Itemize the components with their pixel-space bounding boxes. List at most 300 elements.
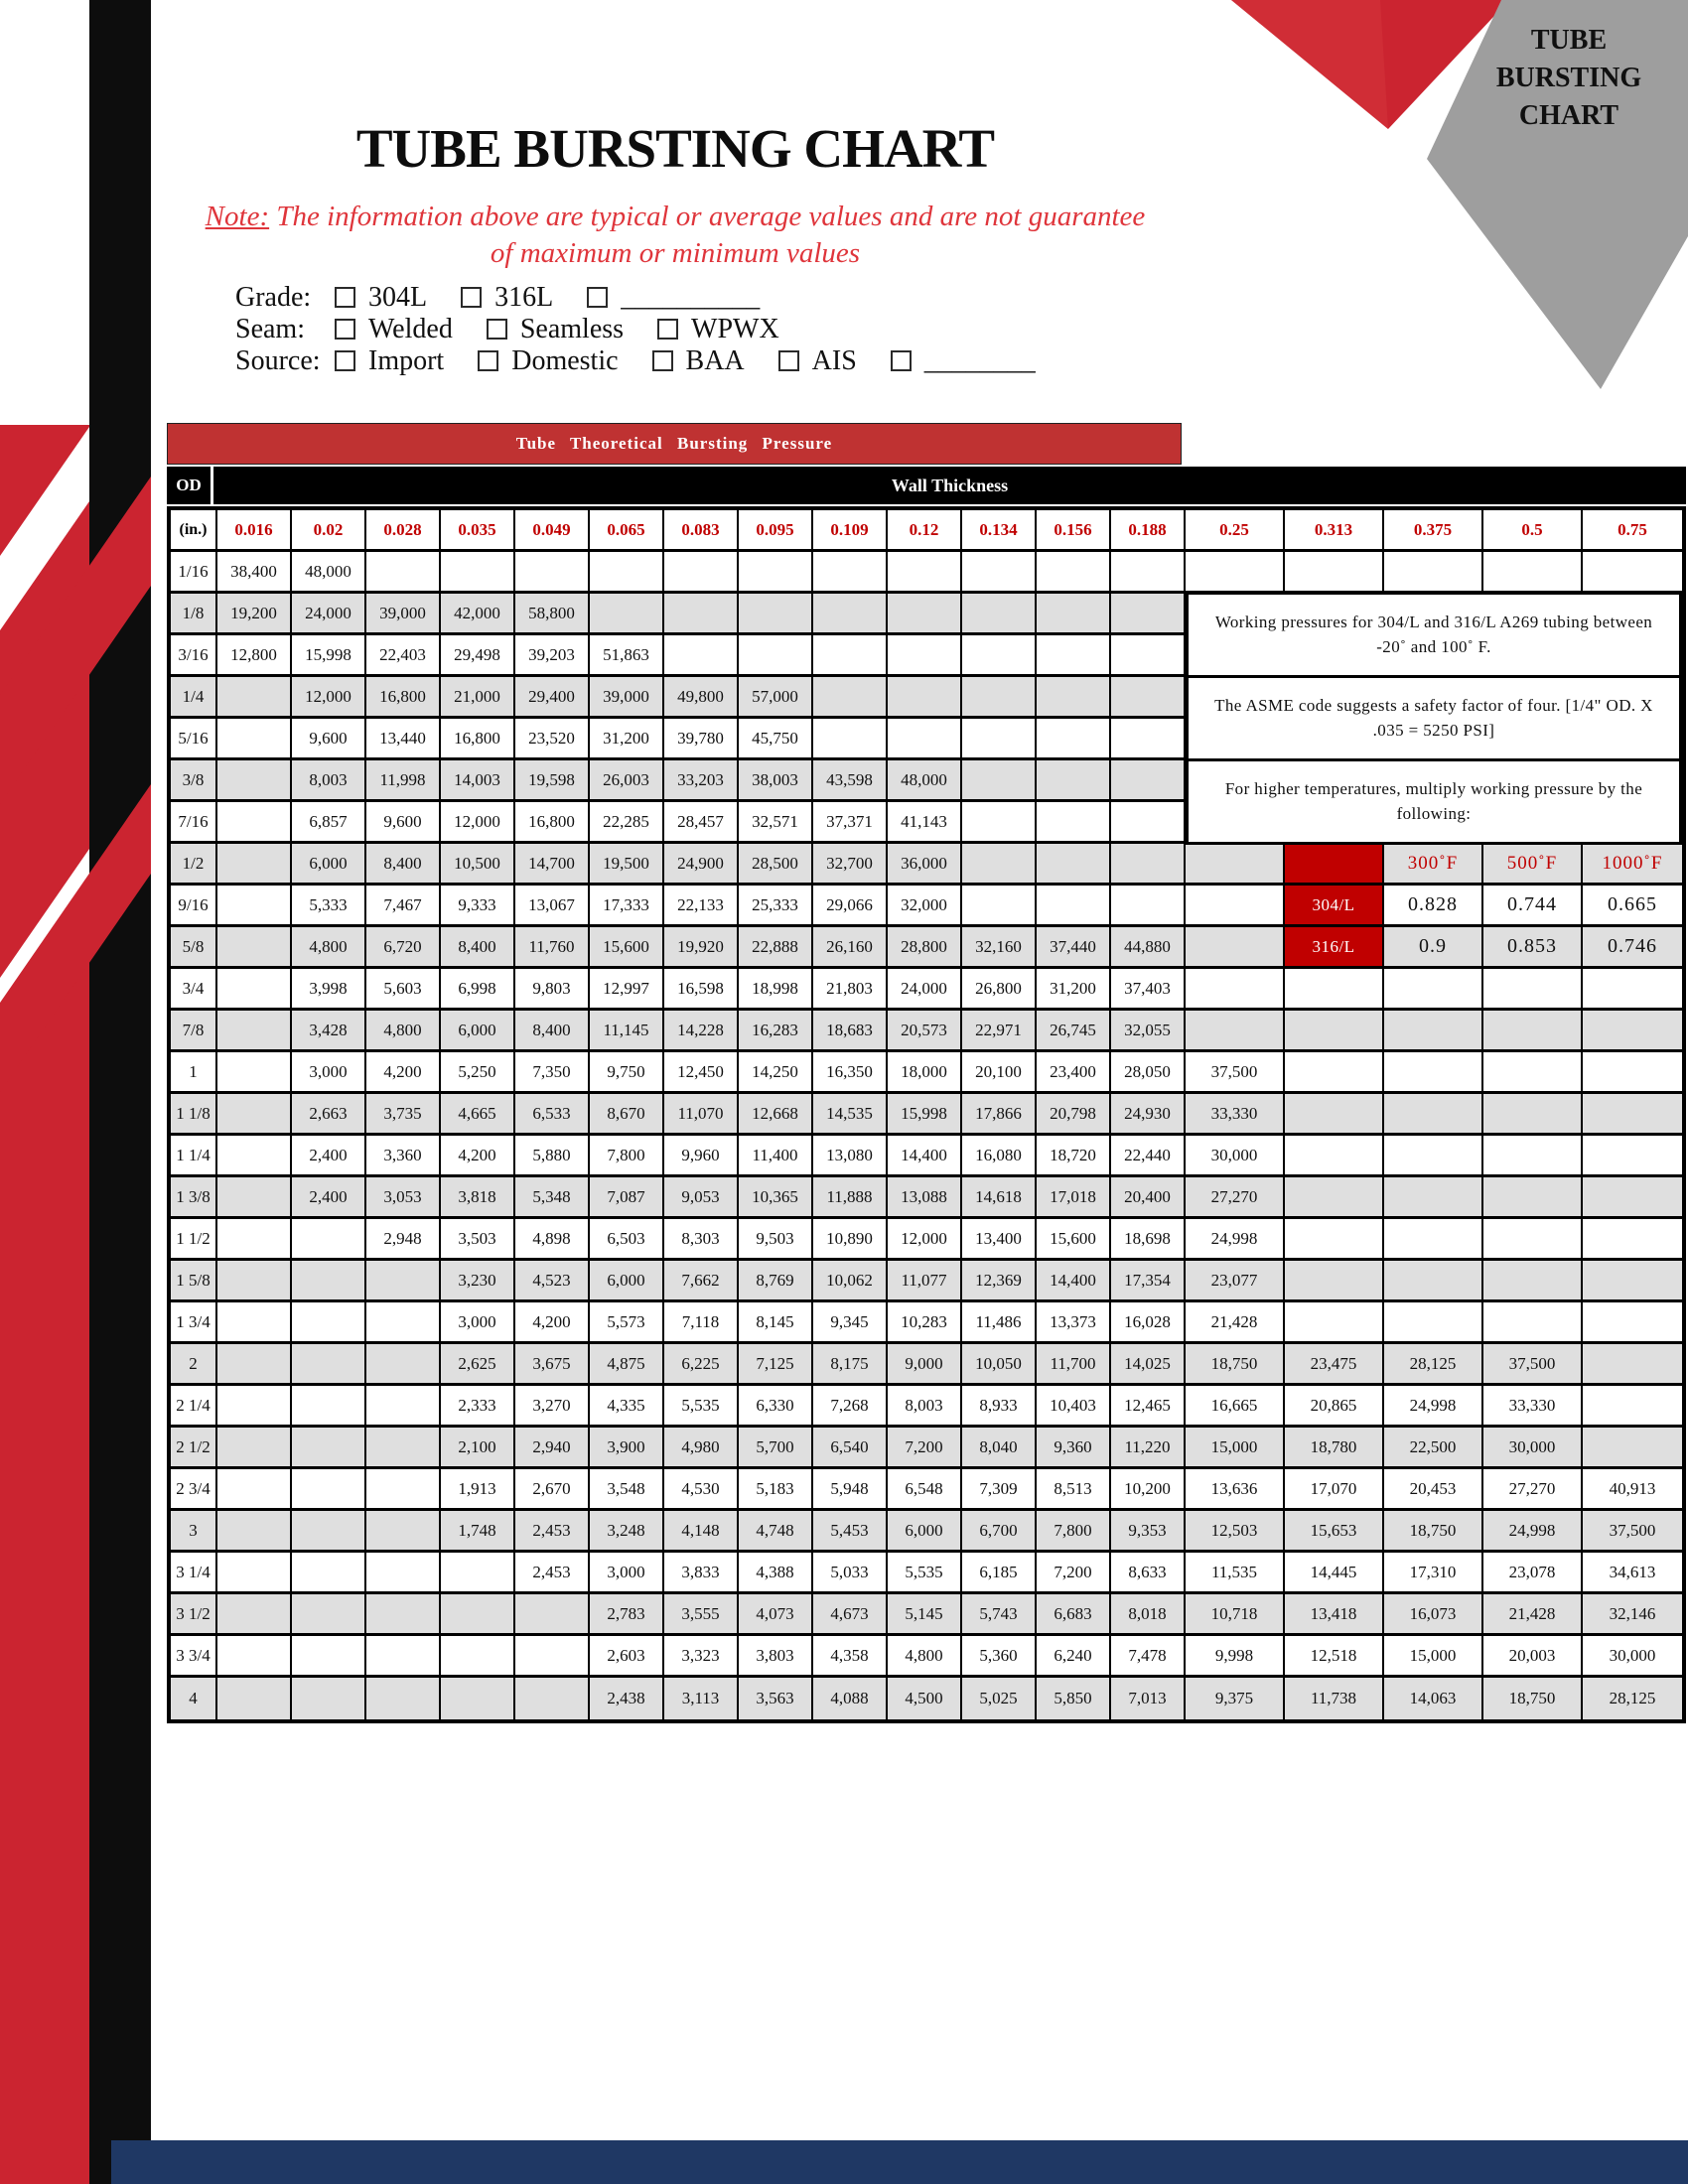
value-cell: 37,500 [1186,1052,1285,1094]
value-cell: 20,798 [1037,1094,1111,1136]
value-cell [1583,552,1682,594]
note-working-pressures: Working pressures for 304/L and 316/L A269 tubing between -20˚ and 100˚ F. [1186,592,1682,678]
value-cell: 6,330 [739,1386,813,1428]
wall-thickness-header: Wall Thickness [891,475,1009,495]
checkbox[interactable] [778,350,799,371]
value-cell: 10,062 [813,1261,888,1302]
value-cell: 3,818 [441,1177,515,1219]
value-cell [292,1261,366,1302]
thickness-header-cell: 0.156 [1037,510,1111,552]
value-cell: 37,500 [1583,1511,1682,1553]
value-cell: 16,800 [515,802,590,844]
temp-header-cell: 300˚F [1384,844,1483,886]
value-cell [366,1594,441,1636]
value-cell: 5,535 [888,1553,962,1594]
value-cell: 28,457 [664,802,739,844]
value-cell: 10,200 [1111,1469,1186,1511]
value-cell [888,677,962,719]
od-cell: 1 [171,1052,217,1094]
temp-value-cell: 0.828 [1384,886,1483,927]
value-cell [292,1594,366,1636]
value-cell: 6,240 [1037,1636,1111,1678]
value-cell: 18,998 [739,969,813,1011]
value-cell [1111,802,1186,844]
value-cell: 16,080 [962,1136,1037,1177]
form-option-label: ________ [923,344,1036,376]
value-cell [1384,552,1483,594]
value-cell: 32,055 [1111,1011,1186,1052]
value-cell: 9,503 [739,1219,813,1261]
form-option-label: AIS [811,344,857,376]
value-cell [1285,552,1384,594]
value-cell: 16,800 [441,719,515,760]
value-cell: 7,478 [1111,1636,1186,1678]
value-cell [1285,1261,1384,1302]
value-cell: 6,998 [441,969,515,1011]
value-cell [441,1553,515,1594]
form-option-label: __________ [621,281,761,313]
value-cell: 8,933 [962,1386,1037,1428]
value-cell [1111,760,1186,802]
value-cell: 2,940 [515,1428,590,1469]
value-cell: 12,997 [590,969,664,1011]
value-cell: 16,350 [813,1052,888,1094]
value-cell [1483,969,1583,1011]
value-cell [1483,1261,1583,1302]
od-cell: 1 5/8 [171,1261,217,1302]
value-cell [739,635,813,677]
note-higher-temperatures: For higher temperatures, multiply working pressure by the following: [1186,758,1682,845]
value-cell: 3,998 [292,969,366,1011]
value-cell: 4,335 [590,1386,664,1428]
value-cell: 6,533 [515,1094,590,1136]
value-cell: 21,803 [813,969,888,1011]
value-cell: 16,800 [366,677,441,719]
value-cell: 4,200 [441,1136,515,1177]
value-cell [1483,1302,1583,1344]
value-cell [962,594,1037,635]
value-cell: 2,453 [515,1511,590,1553]
value-cell [441,1594,515,1636]
value-cell [1111,719,1186,760]
value-cell [217,760,292,802]
value-cell: 4,200 [515,1302,590,1344]
temp-value-cell: 0.744 [1483,886,1583,927]
value-cell: 6,000 [590,1261,664,1302]
value-cell: 2,400 [292,1136,366,1177]
thickness-header-cell: 0.134 [962,510,1037,552]
value-cell [813,635,888,677]
value-cell: 23,475 [1285,1344,1384,1386]
value-cell: 20,865 [1285,1386,1384,1428]
value-cell: 32,571 [739,802,813,844]
thickness-header-cell: 0.02 [292,510,366,552]
value-cell: 12,503 [1186,1511,1285,1553]
value-cell [1483,1136,1583,1177]
value-cell [217,886,292,927]
value-cell: 4,898 [515,1219,590,1261]
value-cell: 13,080 [813,1136,888,1177]
value-cell [217,1511,292,1553]
value-cell: 12,369 [962,1261,1037,1302]
value-cell: 17,310 [1384,1553,1483,1594]
value-cell: 48,000 [888,760,962,802]
value-cell [962,802,1037,844]
value-cell [217,1594,292,1636]
value-cell: 15,000 [1186,1428,1285,1469]
value-cell [217,1344,292,1386]
value-cell [441,1678,515,1719]
value-cell [962,719,1037,760]
value-cell: 18,750 [1384,1511,1483,1553]
checkbox[interactable] [335,350,355,371]
value-cell: 4,673 [813,1594,888,1636]
value-cell: 18,750 [1186,1344,1285,1386]
od-cell: 9/16 [171,886,217,927]
value-cell: 10,365 [739,1177,813,1219]
od-cell: 2 3/4 [171,1469,217,1511]
value-cell: 3,000 [441,1302,515,1344]
value-cell: 39,000 [590,677,664,719]
temp-value-cell: 0.665 [1583,886,1682,927]
value-cell: 38,003 [739,760,813,802]
form-row [235,282,1069,313]
value-cell: 10,890 [813,1219,888,1261]
value-cell: 11,070 [664,1094,739,1136]
value-cell: 5,573 [590,1302,664,1344]
value-cell: 7,013 [1111,1678,1186,1719]
value-cell: 2,670 [515,1469,590,1511]
value-cell [1285,1094,1384,1136]
value-cell: 24,998 [1186,1219,1285,1261]
value-cell: 4,358 [813,1636,888,1678]
value-cell [1037,635,1111,677]
value-cell [1384,1219,1483,1261]
value-cell: 2,603 [590,1636,664,1678]
value-cell: 2,453 [515,1553,590,1594]
value-cell [1384,1052,1483,1094]
value-cell: 9,375 [1186,1678,1285,1719]
value-cell [217,969,292,1011]
value-cell [217,1553,292,1594]
value-cell [664,552,739,594]
value-cell: 18,000 [888,1052,962,1094]
checkbox[interactable] [335,319,355,340]
value-cell: 9,360 [1037,1428,1111,1469]
value-cell [1384,1177,1483,1219]
value-cell: 8,670 [590,1094,664,1136]
value-cell: 58,800 [515,594,590,635]
value-cell [1483,1011,1583,1052]
value-cell: 3,548 [590,1469,664,1511]
value-cell [1384,1261,1483,1302]
value-cell [962,886,1037,927]
od-cell: 1 1/2 [171,1219,217,1261]
value-cell [1285,1136,1384,1177]
value-cell: 17,866 [962,1094,1037,1136]
value-cell: 12,000 [292,677,366,719]
value-cell: 8,003 [292,760,366,802]
value-cell: 7,309 [962,1469,1037,1511]
value-cell: 11,145 [590,1011,664,1052]
temp-grade-cell: 304/L [1285,886,1384,927]
value-cell [217,1219,292,1261]
value-cell [590,552,664,594]
value-cell: 11,700 [1037,1344,1111,1386]
od-cell: 1/8 [171,594,217,635]
value-cell: 26,160 [813,927,888,969]
value-cell: 49,800 [664,677,739,719]
checkbox[interactable] [652,350,673,371]
value-cell [1583,1052,1682,1094]
value-cell: 12,668 [739,1094,813,1136]
corner-badge-line: CHART [1518,100,1619,131]
value-cell [1483,1177,1583,1219]
value-cell [1186,844,1285,886]
form-option [587,282,760,314]
value-cell [366,1386,441,1428]
value-cell: 11,077 [888,1261,962,1302]
value-cell: 8,513 [1037,1469,1111,1511]
checkbox[interactable] [335,287,355,308]
corner-badge [1445,22,1688,135]
value-cell: 20,453 [1384,1469,1483,1511]
value-cell: 8,400 [441,927,515,969]
od-cell: 1 1/4 [171,1136,217,1177]
value-cell [217,844,292,886]
value-cell: 11,220 [1111,1428,1186,1469]
value-cell: 1,748 [441,1511,515,1553]
value-cell: 4,088 [813,1678,888,1719]
value-cell [515,1594,590,1636]
value-cell [217,1302,292,1344]
thickness-header-cell: 0.016 [217,510,292,552]
value-cell [217,1428,292,1469]
form-option-label: WPWX [691,313,779,344]
value-cell [217,1386,292,1428]
form-option [335,345,444,377]
value-cell [888,719,962,760]
value-cell: 2,333 [441,1386,515,1428]
value-cell: 16,028 [1111,1302,1186,1344]
value-cell: 20,100 [962,1052,1037,1094]
value-cell: 11,998 [366,760,441,802]
left-black-strip [89,0,151,2184]
value-cell: 9,600 [292,719,366,760]
value-cell: 10,283 [888,1302,962,1344]
value-cell: 5,603 [366,969,441,1011]
value-cell [1037,802,1111,844]
value-cell: 3,428 [292,1011,366,1052]
value-cell [1583,1219,1682,1261]
checkbox[interactable] [461,287,482,308]
value-cell [1583,1261,1682,1302]
value-cell: 12,800 [217,635,292,677]
value-cell: 2,438 [590,1678,664,1719]
value-cell [1583,1136,1682,1177]
checkbox[interactable] [657,319,678,340]
value-cell [1111,677,1186,719]
value-cell: 6,857 [292,802,366,844]
thickness-header-cell: 0.049 [515,510,590,552]
value-cell [217,1052,292,1094]
value-cell [366,1344,441,1386]
value-cell: 9,353 [1111,1511,1186,1553]
value-cell: 9,998 [1186,1636,1285,1678]
value-cell: 10,050 [962,1344,1037,1386]
checkbox[interactable] [478,350,498,371]
value-cell [1384,969,1483,1011]
thickness-header-cell: 0.035 [441,510,515,552]
value-cell: 5,948 [813,1469,888,1511]
value-cell: 13,067 [515,886,590,927]
value-cell: 19,920 [664,927,739,969]
value-cell: 24,000 [292,594,366,635]
value-cell: 3,000 [292,1052,366,1094]
value-cell: 42,000 [441,594,515,635]
value-cell [217,1678,292,1719]
value-cell: 4,980 [664,1428,739,1469]
od-cell: 5/8 [171,927,217,969]
value-cell: 5,348 [515,1177,590,1219]
note-label: Note: [205,201,270,232]
value-cell: 14,700 [515,844,590,886]
form-option-label: Domestic [511,344,619,376]
value-cell: 28,050 [1111,1052,1186,1094]
value-cell: 4,073 [739,1594,813,1636]
od-cell: 7/8 [171,1011,217,1052]
od-cell: 4 [171,1678,217,1719]
value-cell [366,1302,441,1344]
value-cell: 13,373 [1037,1302,1111,1344]
value-cell: 39,780 [664,719,739,760]
value-cell: 24,900 [664,844,739,886]
thickness-header-cell: 0.028 [366,510,441,552]
value-cell [1285,1177,1384,1219]
value-cell [366,1678,441,1719]
value-cell: 2,663 [292,1094,366,1136]
od-cell: 3/4 [171,969,217,1011]
value-cell: 8,003 [888,1386,962,1428]
value-cell: 5,535 [664,1386,739,1428]
value-cell [515,1636,590,1678]
value-cell [292,1678,366,1719]
value-cell: 13,088 [888,1177,962,1219]
value-cell: 22,440 [1111,1136,1186,1177]
thickness-header-cell: 0.12 [888,510,962,552]
value-cell: 9,333 [441,886,515,927]
value-cell: 11,486 [962,1302,1037,1344]
temp-header-cell: 1000˚F [1583,844,1682,886]
od-cell: 3 3/4 [171,1636,217,1678]
value-cell: 12,000 [441,802,515,844]
value-cell: 20,400 [1111,1177,1186,1219]
checkbox[interactable] [587,287,608,308]
value-cell: 23,400 [1037,1052,1111,1094]
corner-badge-line: TUBE [1530,25,1608,56]
value-cell [1037,760,1111,802]
form-option [891,345,1036,377]
value-cell: 5,743 [962,1594,1037,1636]
value-cell [1037,594,1111,635]
value-cell: 11,760 [515,927,590,969]
value-cell [1111,552,1186,594]
value-cell [366,552,441,594]
value-cell [1285,1052,1384,1094]
value-cell: 12,465 [1111,1386,1186,1428]
value-cell: 3,230 [441,1261,515,1302]
od-cell: 2 1/2 [171,1428,217,1469]
form-row [235,345,1069,376]
value-cell [1037,552,1111,594]
thickness-header-cell: 0.083 [664,510,739,552]
value-cell [813,552,888,594]
value-cell: 29,066 [813,886,888,927]
value-cell: 32,000 [888,886,962,927]
value-cell: 3,735 [366,1094,441,1136]
value-cell: 7,800 [590,1136,664,1177]
value-cell: 23,078 [1483,1553,1583,1594]
value-cell: 41,143 [888,802,962,844]
value-cell: 9,345 [813,1302,888,1344]
value-cell: 14,535 [813,1094,888,1136]
value-cell [590,594,664,635]
corner-badge-line: BURSTING [1495,63,1642,93]
value-cell: 12,000 [888,1219,962,1261]
checkbox[interactable] [891,350,912,371]
value-cell [1186,969,1285,1011]
value-cell: 25,333 [739,886,813,927]
value-cell: 5,360 [962,1636,1037,1678]
value-cell: 9,750 [590,1052,664,1094]
value-cell: 3,113 [664,1678,739,1719]
value-cell: 27,270 [1186,1177,1285,1219]
value-cell: 10,718 [1186,1594,1285,1636]
value-cell: 9,600 [366,802,441,844]
value-cell: 3,833 [664,1553,739,1594]
value-cell: 39,203 [515,635,590,677]
value-cell [292,1636,366,1678]
value-cell: 30,000 [1483,1428,1583,1469]
value-cell: 4,148 [664,1511,739,1553]
value-cell [664,635,739,677]
value-cell: 15,600 [1037,1219,1111,1261]
value-cell: 18,780 [1285,1428,1384,1469]
value-cell [217,927,292,969]
value-cell [1037,719,1111,760]
value-cell [292,1219,366,1261]
value-cell: 15,998 [888,1094,962,1136]
value-cell [962,760,1037,802]
value-cell: 24,000 [888,969,962,1011]
value-cell [292,1386,366,1428]
od-cell: 3/8 [171,760,217,802]
value-cell: 18,750 [1483,1678,1583,1719]
value-cell: 51,863 [590,635,664,677]
value-cell: 22,403 [366,635,441,677]
value-cell [292,1511,366,1553]
value-cell [1285,1011,1384,1052]
value-cell: 5,880 [515,1136,590,1177]
value-cell: 14,025 [1111,1344,1186,1386]
value-cell: 8,633 [1111,1553,1186,1594]
value-cell: 24,998 [1384,1386,1483,1428]
value-cell: 24,930 [1111,1094,1186,1136]
value-cell: 13,636 [1186,1469,1285,1511]
form-option [478,345,618,377]
checkbox[interactable] [487,319,507,340]
value-cell [292,1469,366,1511]
